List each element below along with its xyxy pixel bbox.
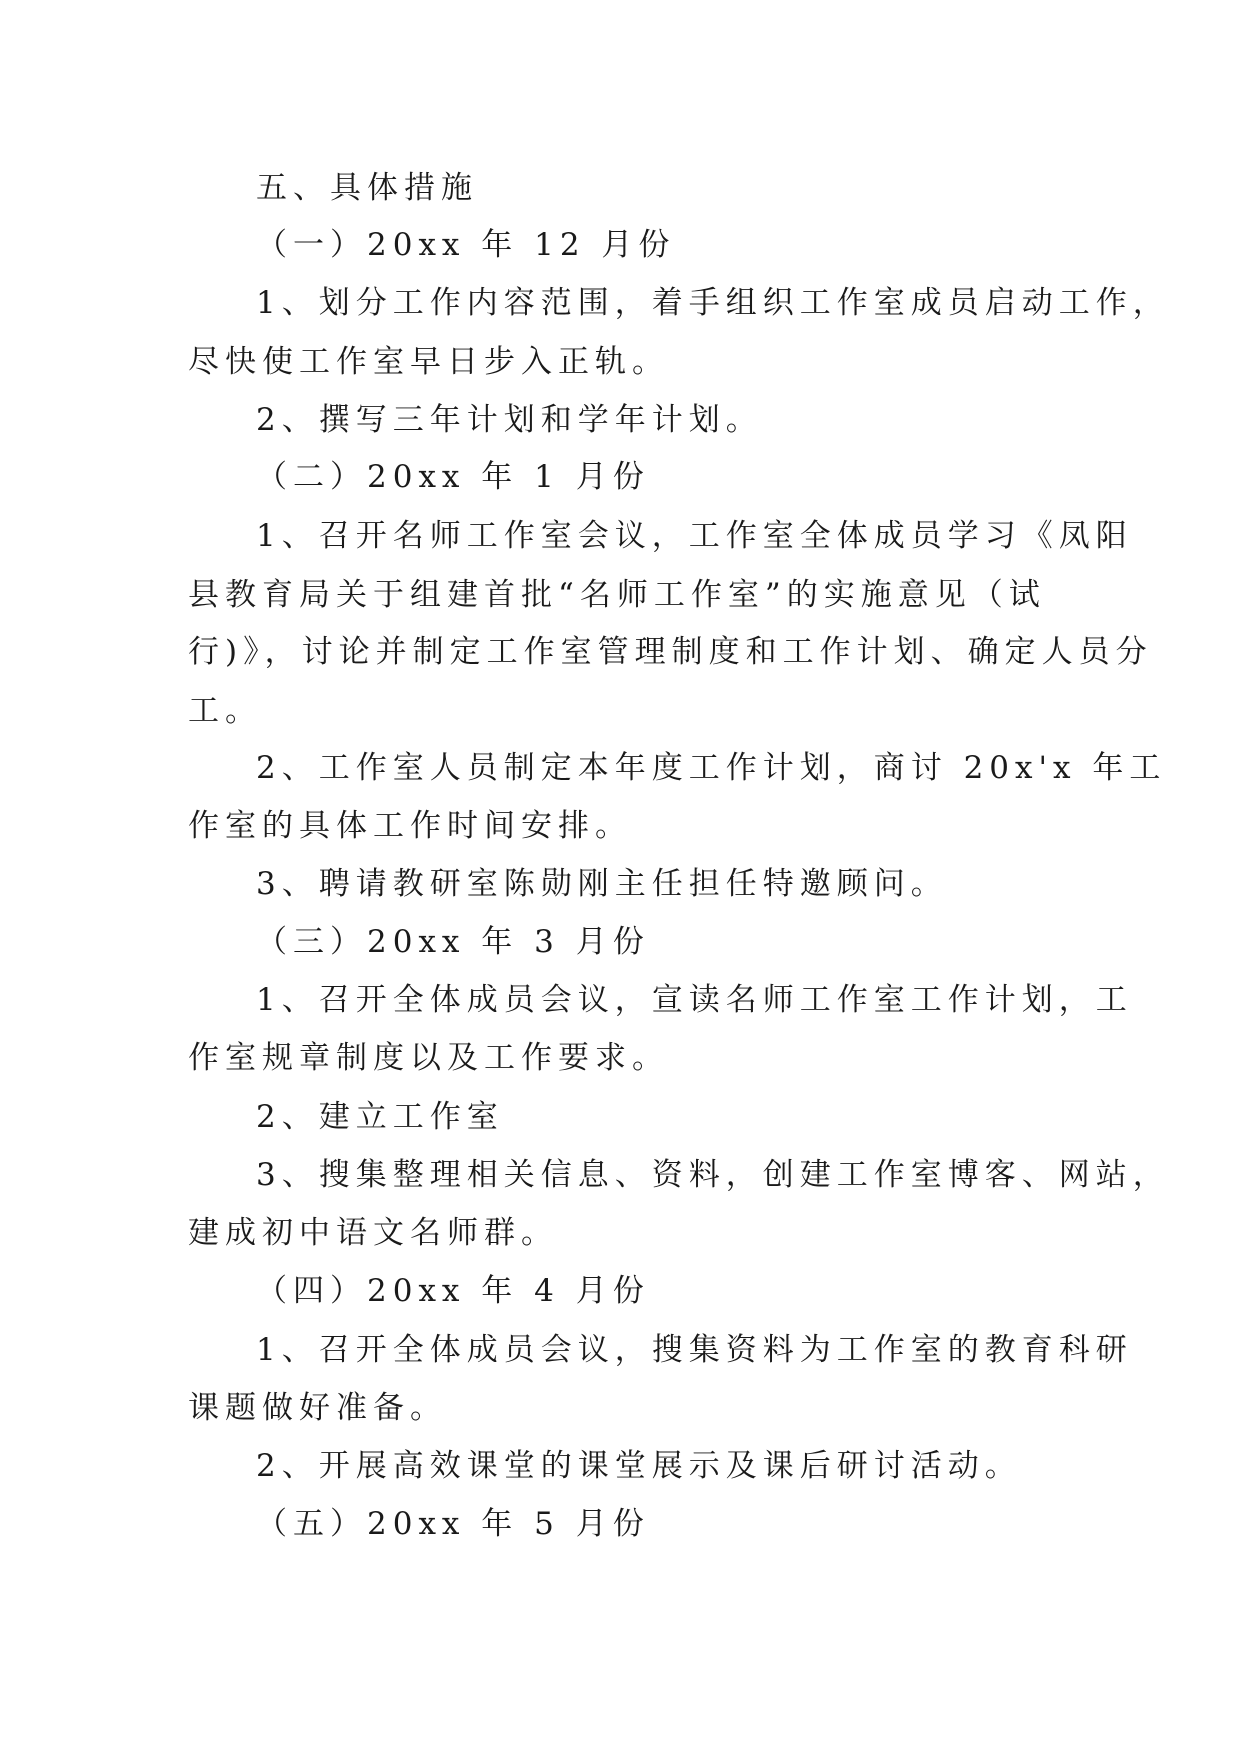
paragraph-line: 3、聘请教研室陈勋刚主任担任特邀顾问。 xyxy=(256,866,948,902)
paragraph-line: 1、召开全体成员会议，宣读名师工作室工作计划，工 xyxy=(256,982,1133,1018)
paragraph-line: 县教育局关于组建首批“名师工作室”的实施意见（试 xyxy=(188,577,1046,613)
paragraph-line: 尽快使工作室早日步入正轨。 xyxy=(188,344,669,380)
paragraph-line: 行)》，讨论并制定工作室管理制度和工作计划、确定人员分 xyxy=(188,634,1153,670)
paragraph-line: 工。 xyxy=(188,693,262,729)
paragraph-line: 作室规章制度以及工作要求。 xyxy=(188,1040,669,1076)
paragraph-line: 2、开展高效课堂的课堂展示及课后研讨活动。 xyxy=(256,1448,1022,1484)
paragraph-line: 1、召开名师工作室会议，工作室全体成员学习《凤阳 xyxy=(256,518,1133,554)
paragraph-line: 课题做好准备。 xyxy=(188,1390,447,1426)
subsection-heading: （一）20xx 年 12 月份 xyxy=(256,227,676,263)
paragraph-line: 2、撰写三年计划和学年计划。 xyxy=(256,402,763,438)
paragraph-line: 2、工作室人员制定本年度工作计划，商讨 20x'x 年工 xyxy=(256,750,1167,786)
section-heading: 五、具体措施 xyxy=(256,170,478,206)
paragraph-line: 1、召开全体成员会议，搜集资料为工作室的教育科研 xyxy=(256,1332,1133,1368)
subsection-heading: （三）20xx 年 3 月份 xyxy=(256,924,650,960)
subsection-heading: （二）20xx 年 1 月份 xyxy=(256,459,650,495)
paragraph-line: 2、建立工作室 xyxy=(256,1099,504,1135)
paragraph-line: 1、划分工作内容范围，着手组织工作室成员启动工作， xyxy=(256,285,1170,321)
paragraph-line: 建成初中语文名师群。 xyxy=(188,1215,558,1251)
paragraph-line: 3、搜集整理相关信息、资料，创建工作室博客、网站， xyxy=(256,1157,1170,1193)
subsection-heading: （四）20xx 年 4 月份 xyxy=(256,1273,650,1309)
subsection-heading: （五）20xx 年 5 月份 xyxy=(256,1506,650,1542)
paragraph-line: 作室的具体工作时间安排。 xyxy=(188,808,632,844)
